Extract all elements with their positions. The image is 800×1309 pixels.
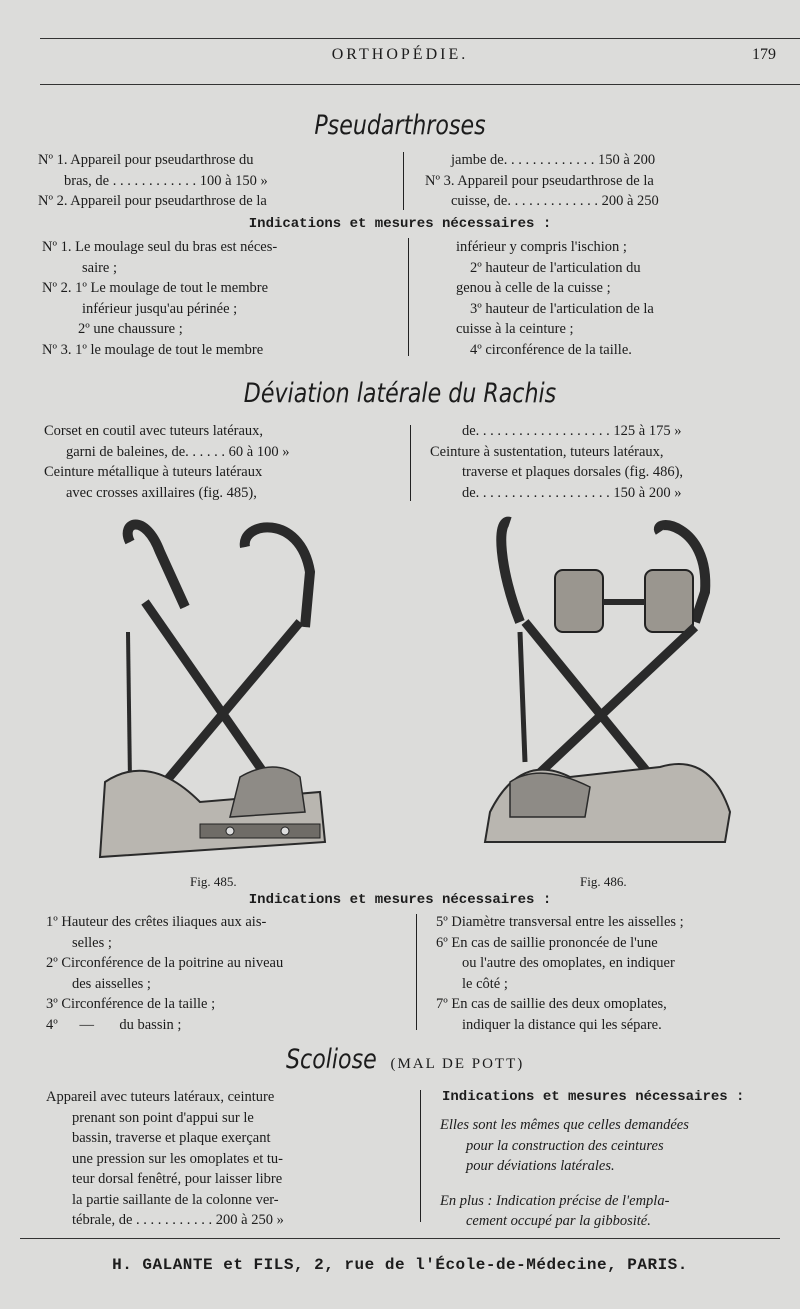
list-item: pour déviations latérales.	[466, 1158, 615, 1174]
pseudarthroses-items-right	[425, 150, 775, 212]
section-title-scoliose: Scoliose	[285, 1044, 377, 1075]
list-item: 1º Hauteur des crêtes iliaques aux ais-	[46, 914, 267, 930]
list-item: 2º une chaussure ;	[78, 321, 183, 337]
brace-485-drawing	[100, 525, 325, 858]
list-item: cuisse à la ceinture ;	[456, 321, 574, 337]
list-item: bras, de . . . . . . . . . . . . 100 à 150 »	[64, 172, 268, 189]
list-item: Nº 1. Le moulage seul du bras est néces-	[42, 239, 278, 255]
deviation-items-left	[44, 421, 404, 503]
list-item: cuisse, de. . . . . . . . . . . . . 200 à 250	[451, 193, 659, 209]
list-item: bassin, traverse et plaque exerçant	[72, 1130, 271, 1146]
pseudarthroses-measures-heading: Indications et mesures nécessaires :	[248, 216, 552, 232]
footer-rule	[20, 1238, 780, 1239]
list-item: Elles sont les mêmes que celles demandées	[440, 1117, 689, 1133]
list-item: Nº 2. 1º Le moulage de tout le membre	[42, 280, 269, 296]
scoliose-item-left	[46, 1087, 416, 1231]
list-item: avec crosses axillaires (fig. 485),	[66, 484, 257, 501]
list-item: saire ;	[82, 259, 118, 276]
section-title-deviation: Déviation latérale du Rachis	[243, 378, 557, 409]
list-item: Nº 3. Appareil pour pseudarthrose de la	[425, 172, 654, 189]
scoliose-measures-right	[440, 1115, 780, 1232]
list-item: 5º Diamètre transversal entre les aisselles ;	[436, 914, 684, 930]
pseudarthroses-items-left	[38, 150, 398, 212]
list-item: pour la construction des ceintures	[466, 1137, 664, 1154]
list-item: inférieur jusqu'au périnée ;	[82, 300, 238, 317]
deviation-measures-left	[46, 912, 406, 1035]
list-item: selles ;	[72, 934, 112, 951]
scoliose-measures-heading: Indications et mesures nécessaires :	[442, 1089, 745, 1105]
list-item: 3º hauteur de l'articulation de la	[470, 300, 654, 317]
list-item: ou l'autre des omoplates, en indiquer	[462, 955, 675, 971]
list-item: Ceinture métallique à tuteurs latéraux	[44, 464, 263, 480]
header-top-rule	[40, 38, 800, 39]
list-item: Nº 3. 1º le moulage de tout le membre	[42, 341, 264, 358]
deviation-measures-right	[436, 912, 786, 1035]
page-number: 179	[752, 46, 776, 63]
pseudarthroses-measures-left	[42, 237, 402, 360]
figure-485-corset-illustration	[90, 512, 340, 874]
column-divider	[403, 152, 404, 210]
deviation-measures-heading: Indications et mesures nécessaires :	[248, 892, 552, 908]
list-item: Ceinture à sustentation, tuteurs latéraux,	[430, 443, 664, 460]
column-divider	[420, 1090, 421, 1222]
list-item: Appareil avec tuteurs latéraux, ceinture	[46, 1089, 275, 1105]
list-item: 6º En cas de saillie prononcée de l'une	[436, 934, 658, 951]
list-item: le côté ;	[462, 975, 508, 992]
list-item: inférieur y compris l'ischion ;	[456, 239, 627, 255]
list-item: genou à celle de la cuisse ;	[456, 280, 611, 296]
list-item: tébrale, de . . . . . . . . . . . 200 à 250 »	[72, 1212, 284, 1228]
list-item: une pression sur les omoplates et tu-	[72, 1150, 284, 1167]
deviation-items-right	[430, 421, 790, 503]
list-item: la partie saillante de la colonne ver-	[72, 1191, 279, 1208]
list-item: traverse et plaques dorsales (fig. 486),	[462, 464, 684, 480]
list-item: Nº 1. Appareil pour pseudarthrose du	[38, 152, 254, 168]
list-item: 7º En cas de saillie des deux omoplates,	[436, 996, 667, 1012]
list-item: des aisselles ;	[72, 975, 151, 992]
list-item: de. . . . . . . . . . . . . . . . . . . 125 à 175 »	[462, 423, 682, 439]
list-item: teur dorsal fenêtré, pour laisser libre	[72, 1171, 283, 1187]
list-item: de. . . . . . . . . . . . . . . . . . . 150 à 200 »	[462, 484, 682, 501]
running-title: ORTHOPÉDIE.	[331, 46, 469, 63]
list-item: jambe de. . . . . . . . . . . . . 150 à 200	[451, 152, 656, 168]
figure-485-caption: Fig. 485.	[190, 874, 237, 889]
figure-486-caption: Fig. 486.	[580, 874, 627, 889]
list-item: Corset en coutil avec tuteurs latéraux,	[44, 423, 264, 439]
pseudarthroses-measures-right	[456, 237, 776, 360]
figure-486-corset-illustration	[480, 512, 742, 872]
brace-486-drawing	[485, 522, 730, 842]
column-divider	[410, 425, 411, 501]
header-bottom-rule	[40, 84, 800, 85]
column-divider	[408, 238, 409, 356]
list-item: garni de baleines, de. . . . . . 60 à 100 »	[66, 443, 290, 460]
list-item: 2º Circonférence de la poitrine au niveau	[46, 955, 284, 971]
column-divider	[416, 914, 417, 1030]
list-item: prenant son point d'appui sur le	[72, 1109, 254, 1126]
list-item: 2º hauteur de l'articulation du	[470, 259, 641, 276]
list-item: 4º — du bassin ;	[46, 1016, 182, 1033]
list-item: cement occupé par la gibbosité.	[466, 1213, 651, 1229]
list-item: 3º Circonférence de la taille ;	[46, 996, 216, 1012]
list-item: indiquer la distance qui les sépare.	[462, 1016, 662, 1033]
section-title-pseudarthroses: Pseudarthroses	[314, 110, 486, 141]
footer-publisher: H. GALANTE et FILS, 2, rue de l'École-de-Médecine, PARIS.	[112, 1256, 688, 1274]
list-item: En plus : Indication précise de l'empla-	[440, 1192, 670, 1209]
section-title-scoliose-wrap	[0, 1044, 800, 1075]
list-item: Nº 2. Appareil pour pseudarthrose de la	[38, 193, 267, 209]
section-subtitle-scoliose: (MAL DE POTT)	[390, 1056, 525, 1072]
list-item: 4º circonférence de la taille.	[470, 341, 632, 358]
